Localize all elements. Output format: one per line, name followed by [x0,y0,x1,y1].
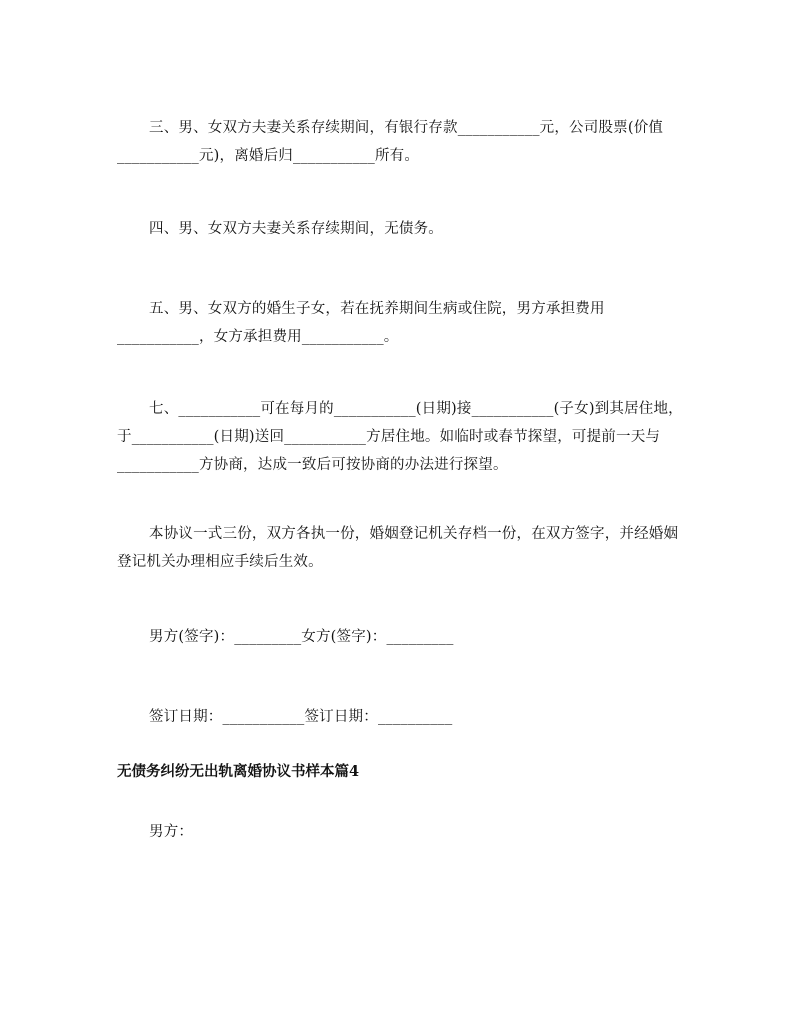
male-party-line: 男方： [149,824,194,840]
section-heading: 无债务纠纷无出轨离婚协议书样本篇4 [117,763,360,780]
clause-three-bank-deposit: 三、男、女双方夫妻关系存续期间，有银行存款___________元，公司股票(价值___________元)，离婚后归___________所有。 [117,120,664,164]
clause-five-child-medical-costs: 五、男、女双方的婚生子女，若在抚养期间生病或住院，男方承担费用___________，女方承担费用___________。 [117,301,605,345]
clause-seven-visitation: 七、___________可在每月的___________(日期)接___________(子女)到其居住地，于___________(日期)送回___________方居住地。如临时或春节探望，可提前一天与___________方协商，达成一致后可按协商的办法进行探望。 [117,401,683,473]
clause-four-no-debt: 四、男、女双方夫妻关系存续期间，无债务。 [149,221,443,237]
agreement-copies-paragraph: 本协议一式三份，双方各执一份，婚姻登记机关存档一份，在双方签字，并经婚姻登记机关办理相应手续后生效。 [117,526,679,570]
signing-date-line: 签订日期：___________签订日期：__________ [149,709,453,725]
signature-line: 男方(签字)：_________女方(签字)：_________ [149,629,454,645]
